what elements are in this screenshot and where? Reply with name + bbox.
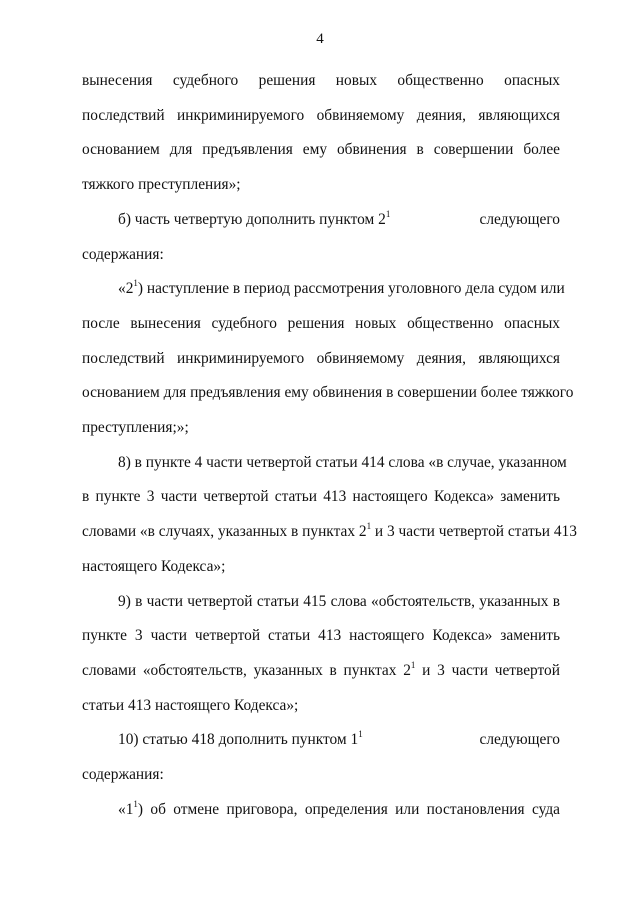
text-line: [82, 793, 560, 828]
text-segment: следующего: [479, 210, 560, 228]
text-line: [82, 272, 565, 307]
superscript: 1: [410, 659, 416, 670]
paragraph-quote-1-1: [82, 793, 560, 828]
text-fragment: «1: [118, 800, 134, 818]
text-line: [82, 723, 560, 758]
text-fragment: «2: [118, 280, 134, 298]
text-line: последствий инкриминируемого обвиняемому деяния, являющихся: [82, 349, 560, 367]
paragraph-10: [82, 723, 560, 792]
superscript: 1: [385, 208, 391, 219]
text-line: [82, 515, 577, 550]
text-line: [82, 203, 560, 238]
paragraph-8: [82, 446, 577, 585]
paragraph-9: [82, 585, 560, 724]
superscript: 1: [366, 521, 372, 532]
text-line: статьи 413 настоящего Кодекса»;: [82, 696, 299, 714]
text-fragment: словами «обстоятельств, указанных в пунктах 2: [82, 661, 411, 679]
text-fragment: ) наступление в период рассмотрения уголовного дела судом или: [137, 280, 565, 298]
text-fragment: 10) статью 418 дополнить пунктом 1: [118, 731, 359, 749]
paragraph-continuation: [82, 64, 560, 203]
text-line: настоящего Кодекса»;: [82, 557, 226, 575]
text-line: содержания:: [82, 245, 164, 263]
text-line: в пункте 3 части четвертой статьи 413 настоящего Кодекса» заменить: [82, 488, 560, 506]
superscript: 1: [133, 798, 138, 809]
page-number: 4: [316, 31, 324, 47]
text-line: [82, 654, 560, 689]
text-line: тяжкого преступления»;: [82, 176, 241, 194]
document-text: [82, 64, 577, 827]
text-fragment: ) об отмене приговора, определения или постановления суда: [137, 800, 560, 818]
text-line: 9) в части четвертой статьи 415 слова «обстоятельств, указанных в: [118, 592, 560, 610]
text-fragment: словами «в случаях, указанных в пунктах 2: [82, 523, 367, 541]
text-line: пункте 3 части четвертой статьи 413 настоящего Кодекса» заменить: [82, 627, 560, 645]
text-fragment: и 3 части четвертой: [415, 661, 560, 679]
text-line: преступления;»;: [82, 419, 189, 437]
text-line: 8) в пункте 4 части четвертой статьи 414 слова «в случае, указанном: [118, 453, 567, 471]
text-line: основанием для предъявления ему обвинения в совершении более: [82, 141, 560, 159]
paragraph-quote-2-1: [82, 272, 574, 446]
text-segment: [118, 723, 363, 758]
text-line: после вынесения судебного решения новых общественно опасных: [82, 314, 560, 332]
superscript: 1: [133, 278, 138, 289]
text-line: содержания:: [82, 766, 164, 784]
text-segment: следующего: [479, 731, 560, 749]
text-segment: [118, 203, 390, 238]
text-fragment: и 3 части четвертой статьи 413: [371, 523, 577, 541]
text-line: вынесения судебного решения новых общественно опасных: [82, 72, 560, 89]
superscript: 1: [358, 729, 363, 740]
paragraph-b: [82, 203, 560, 272]
text-fragment: б) часть четвертую дополнить пунктом 2: [118, 210, 386, 228]
text-line: основанием для предъявления ему обвинения в совершении более тяжкого: [82, 384, 574, 402]
text-line: последствий инкриминируемого обвиняемому деяния, являющихся: [82, 106, 560, 124]
